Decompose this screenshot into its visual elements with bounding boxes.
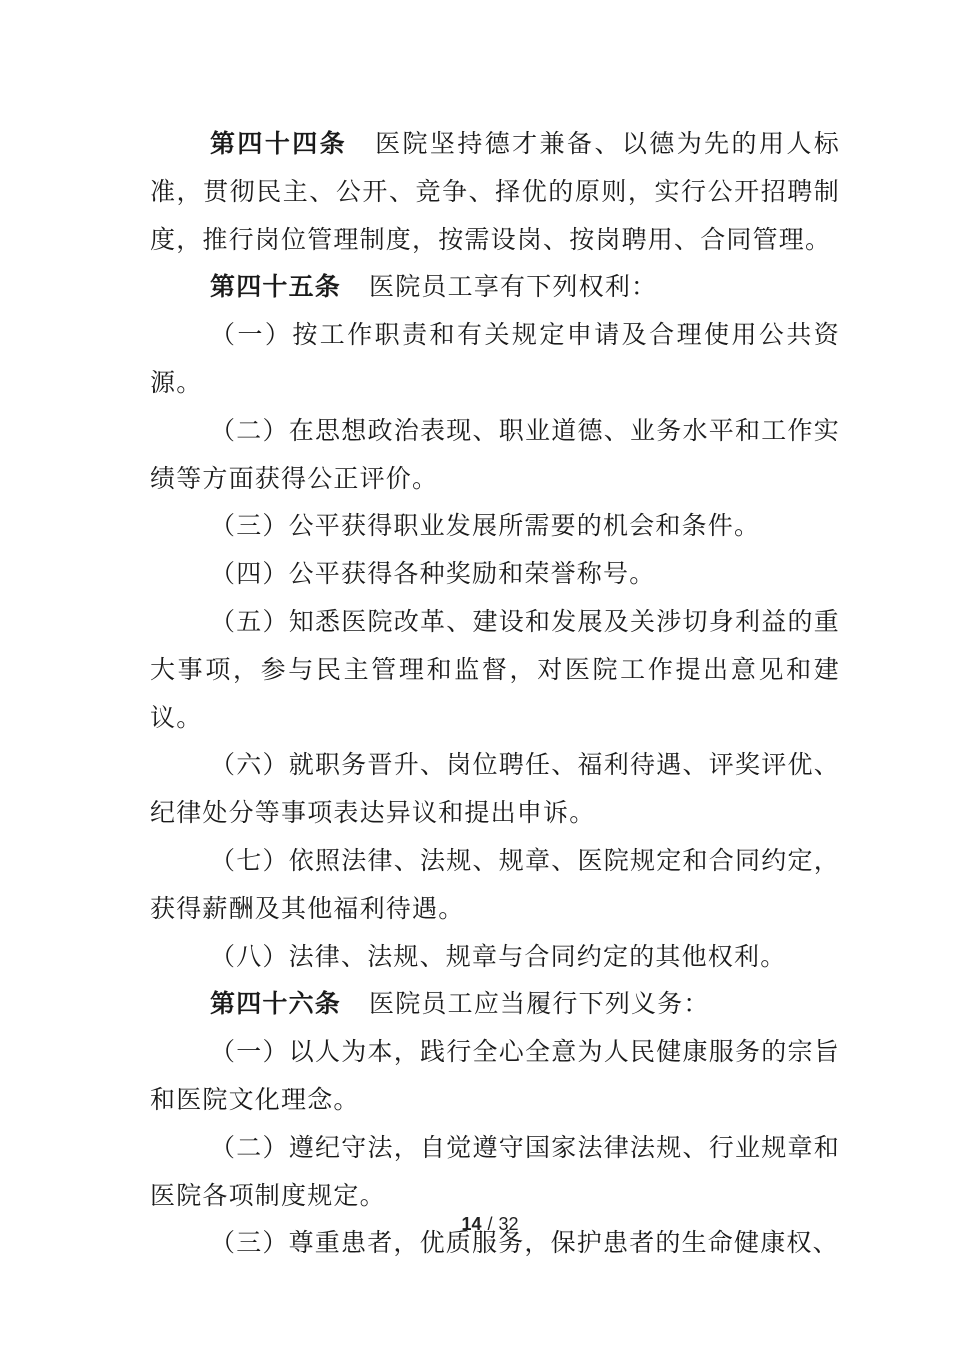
list-item: （四）公平获得各种奖励和荣誉称号。 [210,559,656,589]
article-number: 第四十六条 [210,989,342,1019]
article-44 [150,120,840,263]
list-item: （二）遵纪守法，自觉遵守国家法律法规、行业规章和医院各项制度规定。 [150,1132,840,1210]
page-separator: / [487,1214,493,1234]
article-number: 第四十五条 [210,272,342,302]
total-pages: 32 [498,1214,519,1234]
list-item: （二）在思想政治表现、职业道德、业务水平和工作实绩等方面获得公正评价。 [150,415,840,493]
document-body [150,120,840,1267]
list-item: （六）就职务晋升、岗位聘任、福利待遇、评奖评优、纪律处分等事项表达异议和提出申诉。 [150,750,840,828]
article-number: 第四十四条 [210,129,348,158]
list-item: （五）知悉医院改革、建设和发展及关涉切身利益的重大事项，参与民主管理和监督，对医院工作提出意见和建议。 [150,606,840,732]
list-item: （一）按工作职责和有关规定申请及合理使用公共资源。 [150,320,840,397]
article-text: 医院员工应当履行下列义务： [369,989,710,1019]
article-46 [150,980,840,1028]
current-page: 14 [461,1214,482,1234]
list-item: （三）尊重患者，优质服务，保护患者的生命健康权、 [210,1228,839,1258]
list-item: （八）法律、法规、规章与合同约定的其他权利。 [210,941,787,971]
list-item: （三）公平获得职业发展所需要的机会和条件。 [210,511,761,541]
page-number [0,1214,960,1235]
list-item: （一）以人为本，践行全心全意为人民健康服务的宗旨和医院文化理念。 [150,1037,840,1114]
article-text: 医院员工享有下列权利： [369,272,658,302]
article-text: 医院坚持德才兼备、以德为先的用人标准，贯彻民主、公开、竞争、择优的原则，实行公开招聘制度，推行岗位管理制度，按需设岗、按岗聘用、合同管理。 [150,129,840,254]
list-item: （七）依照法律、法规、规章、医院规定和合同约定，获得薪酬及其他福利待遇。 [150,845,840,923]
article-45 [150,263,840,311]
